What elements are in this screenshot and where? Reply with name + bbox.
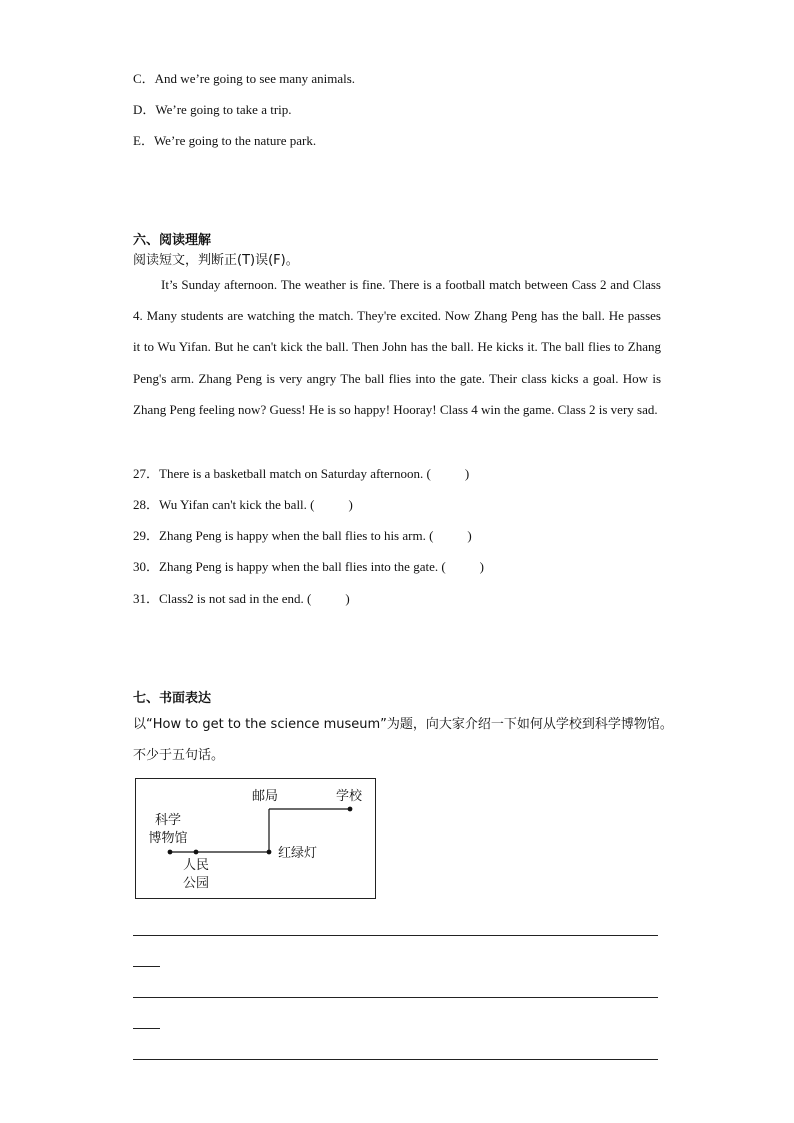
school-label: 学校 (336, 789, 363, 804)
reading-heading: 六、阅读理解 (133, 233, 212, 248)
writing-line-short[interactable] (133, 1028, 160, 1029)
option-letter: E． (133, 133, 154, 148)
option-text: And we’re going to see many animals. (154, 71, 356, 86)
post-office-label: 邮局 (252, 789, 279, 804)
question-28 (133, 494, 353, 513)
question-number: 29． (133, 528, 160, 543)
option-text: We’re going to the nature park. (153, 133, 317, 148)
question-text: There is a basketball match on Saturday afternoon. ( (159, 466, 431, 481)
park-label-line1: 人民 (182, 858, 209, 873)
question-number: 31． (133, 591, 160, 606)
reading-instruction: 阅读短文，判断正(T)误(F)。 (133, 253, 299, 268)
question-31 (133, 588, 350, 607)
traffic-light-point (267, 850, 272, 855)
museum-label-line2: 博物馆 (148, 831, 188, 846)
reading-passage: It’s Sunday afternoon. The weather is fine. There is a football match between Cass 2 and Class 4. Many students are watching the match. They're excited. Now Zhang Peng has the ball. He passes it to Wu Yifan. But he can't kick the ball. Then John has the ball. He kicks it. The ball flies to Zhang Peng's arm. Zhang Peng is very angry The ball flies into the gate. Their class kicks a goal. How is Zhang Peng feeling now? Guess! He is so happy! Hooray! Class 4 win the game. Class 2 is very sad. (133, 277, 661, 417)
museum-label (144, 812, 192, 848)
option-text: We’re going to take a trip. (155, 102, 292, 117)
question-close: ) (348, 497, 353, 512)
question-close: ) (345, 591, 350, 606)
option-letter: D． (133, 102, 156, 117)
writing-instruction-line2: 不少于五句话。 (133, 748, 225, 763)
question-text: Zhang Peng is happy when the ball flies to his arm. ( (159, 528, 434, 543)
writing-heading: 七、书面表达 (133, 691, 212, 706)
route-map (135, 778, 376, 899)
question-text: Wu Yifan can't kick the ball. ( (159, 497, 315, 512)
writing-line[interactable] (133, 935, 658, 936)
question-text: Zhang Peng is happy when the ball flies into the gate. ( (159, 559, 446, 574)
option-c (133, 68, 355, 87)
question-close: ) (464, 466, 470, 481)
writing-line-short[interactable] (133, 966, 160, 967)
writing-instruction-line1: 以“How to get to the science museum”为题，向大家介绍一下如何从学校到科学博物馆。 (133, 717, 673, 732)
writing-line[interactable] (133, 997, 658, 998)
school-point (348, 807, 353, 812)
option-letter: C． (133, 71, 155, 86)
museum-point (168, 850, 173, 855)
question-number: 27． (133, 466, 160, 481)
park-label-line2: 公园 (182, 876, 209, 891)
question-30 (133, 556, 484, 575)
museum-label-line1: 科学 (154, 813, 181, 828)
question-close: ) (467, 528, 472, 543)
writing-line[interactable] (133, 1059, 658, 1060)
park-label (178, 857, 214, 893)
question-number: 30． (133, 559, 160, 574)
question-27 (133, 463, 469, 482)
option-e (133, 130, 316, 149)
traffic-light-label: 红绿灯 (278, 846, 318, 861)
option-d (133, 99, 292, 118)
park-point (194, 850, 199, 855)
question-close: ) (479, 559, 485, 574)
question-29 (133, 525, 472, 544)
question-number: 28． (133, 497, 160, 512)
question-text: Class2 is not sad in the end. ( (159, 591, 312, 606)
